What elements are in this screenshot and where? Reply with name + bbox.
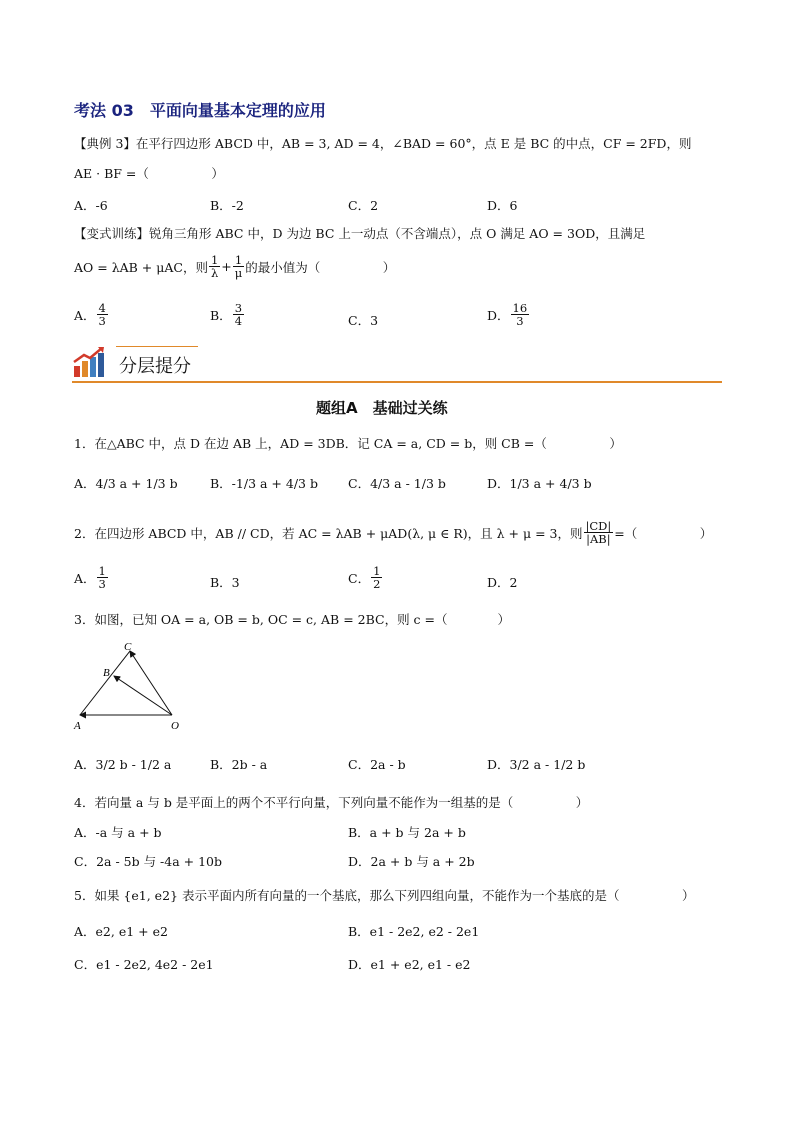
- q2-frac-den: |AB|: [586, 532, 611, 547]
- example-stem-line1: 【典例 3】在平行四边形 ABCD 中，AB = 3, AD = 4，∠BAD = 60°，点 E 是 BC 的中点，CF = 2FD，则: [74, 136, 692, 151]
- option-frac: [511, 302, 530, 327]
- frac-den: 3: [516, 314, 524, 329]
- q2-option-a: [74, 565, 109, 590]
- variant-frac-1: [209, 254, 220, 279]
- variant-frac-2-den: μ: [234, 266, 243, 281]
- q5-stem: 5．如果 {e1, e2} 表示平面内所有向量的一个基底，那么下列四组向量，不能作为一个基底的是（ ）: [74, 888, 695, 903]
- variant-option-c: C．3: [348, 313, 379, 328]
- q5-option-a: A．e2, e1 + e2: [74, 924, 168, 939]
- frac-den: 3: [98, 314, 106, 329]
- q5-option-b: B．e1 - 2e2, e2 - 2e1: [348, 924, 480, 939]
- q3-option-a: A．3/2 b - 1/2 a: [74, 757, 172, 772]
- frac-den: 3: [98, 577, 106, 592]
- variant-stem-part-b: 的最小值为（ ）: [245, 259, 396, 275]
- q4-option-d: D．2a + b 与 a + 2b: [348, 854, 475, 869]
- q1-option-a: A．4/3 a + 1/3 b: [74, 476, 178, 491]
- growth-chart-icon: [72, 346, 106, 378]
- q2-stem-part-a: 2．在四边形 ABCD 中，AB // CD，若 AC = λAB + μAD(λ, μ ∈ R)，且 λ + μ = 3，则: [74, 525, 583, 541]
- variant-frac-1-num: 1: [210, 253, 219, 267]
- banner-title: 分层提分: [119, 356, 191, 377]
- label-b: B: [103, 667, 110, 679]
- example-option-c: C．2: [348, 198, 379, 213]
- frac-num: 1: [373, 564, 381, 578]
- variant-stem-part-a: AO = λAB + μAC，则: [74, 259, 208, 275]
- option-label: A．: [74, 307, 96, 323]
- variant-stem-line2: [74, 254, 395, 279]
- option-frac: [371, 565, 382, 590]
- option-label: D．: [487, 307, 510, 323]
- q5-option-d: D．e1 + e2, e1 - e2: [348, 957, 471, 972]
- q2-option-b: B．3: [210, 575, 240, 590]
- option-frac: [97, 565, 108, 590]
- q2-option-c: [348, 565, 383, 590]
- frac-den: 4: [234, 314, 243, 329]
- option-frac: [97, 302, 108, 327]
- variant-option-a: [74, 302, 109, 327]
- label-a: A: [74, 720, 81, 732]
- q3-option-b: B．2b - a: [210, 757, 268, 772]
- variant-stem-line1: 【变式训练】锐角三角形 ABC 中，D 为边 BC 上一动点（不含端点），点 O 满足 AO = 3OD，且满足: [74, 226, 646, 241]
- label-c: C: [124, 641, 132, 653]
- q2-frac-num: |CD|: [585, 519, 612, 533]
- frac-num: 16: [512, 301, 528, 315]
- q3-option-c: C．2a - b: [348, 757, 406, 772]
- frac-num: 1: [98, 564, 106, 578]
- q4-option-a: A．-a 与 a + b: [74, 825, 162, 840]
- frac-num: 4: [98, 301, 106, 315]
- variant-option-d: [487, 302, 530, 327]
- q3-stem: 3．如图，已知 OA = a, OB = b, OC = c, AB = 2BC，则 c =（ ）: [74, 612, 510, 627]
- q5-option-c: C．e1 - 2e2, 4e2 - 2e1: [74, 957, 214, 972]
- q4-stem: 4．若向量 a 与 b 是平面上的两个不平行向量，下列向量不能作为一组基的是（ ）: [74, 795, 589, 810]
- example-option-d: D．6: [487, 198, 518, 213]
- banner-top-rule: [116, 346, 198, 347]
- q4-option-c: C．2a - 5b 与 -4a + 10b: [74, 854, 222, 869]
- option-frac: [233, 302, 244, 327]
- example-option-b: B．-2: [210, 198, 244, 213]
- variant-frac-2-num: 1: [234, 253, 243, 267]
- frac-num: 3: [234, 301, 243, 315]
- option-label: B．: [210, 307, 232, 323]
- q2-stem-part-b: =（ ）: [614, 525, 713, 541]
- variant-option-b: [210, 302, 245, 327]
- frac-den: 2: [373, 577, 381, 592]
- variant-frac-2: [233, 254, 244, 279]
- plus-sign: +: [221, 259, 232, 275]
- q3-triangle-figure: [72, 638, 192, 734]
- q2-frac: [584, 520, 614, 545]
- section-title: 考法 03 平面向量基本定理的应用: [74, 101, 326, 120]
- banner-divider: [72, 381, 722, 383]
- example-stem-line2: AE · BF =（ ）: [74, 166, 224, 181]
- option-label: A．: [74, 570, 96, 586]
- q4-option-b: B．a + b 与 2a + b: [348, 825, 466, 840]
- variant-frac-1-den: λ: [210, 266, 219, 281]
- label-o: O: [171, 720, 179, 732]
- option-label: C．: [348, 570, 371, 586]
- q1-option-c: C．4/3 a - 1/3 b: [348, 476, 446, 491]
- q2-stem: [74, 520, 712, 545]
- example-option-a: A．-6: [74, 198, 108, 213]
- q3-option-d: D．3/2 a - 1/2 b: [487, 757, 586, 772]
- q1-stem: 1．在△ABC 中，点 D 在边 AB 上，AD = 3DB．记 CA = a, CD = b，则 CB =（ ）: [74, 436, 622, 451]
- group-title: 题组A 基础过关练: [316, 399, 448, 417]
- q2-option-d: D．2: [487, 575, 518, 590]
- q1-option-b: B．-1/3 a + 4/3 b: [210, 476, 318, 491]
- q1-option-d: D．1/3 a + 4/3 b: [487, 476, 592, 491]
